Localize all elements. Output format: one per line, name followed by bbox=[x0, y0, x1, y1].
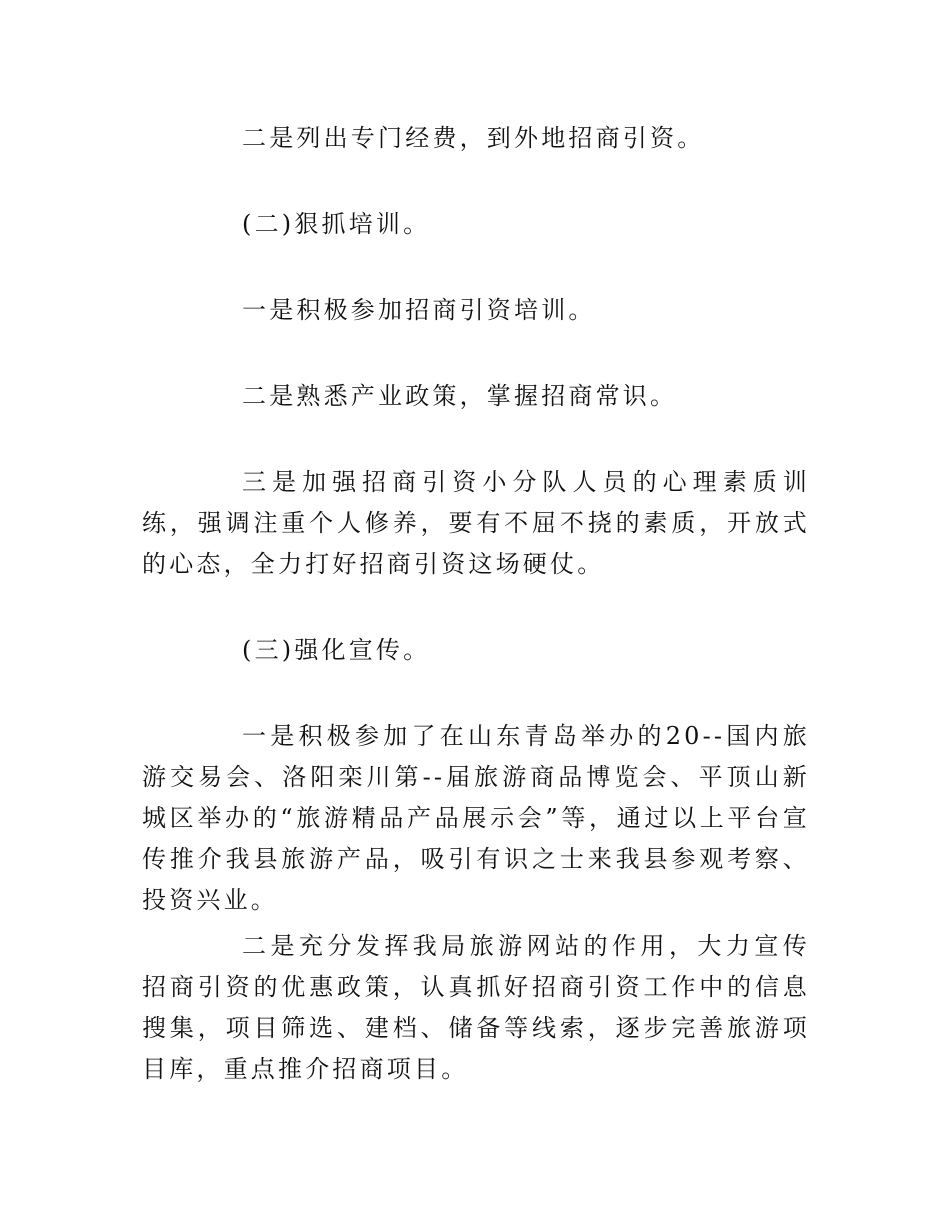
section-heading-publicity: (三)强化宣传。 bbox=[242, 636, 431, 664]
paragraph-training-participation: 一是积极参加招商引资培训。 bbox=[242, 296, 596, 324]
paragraph-tourism-website: 二是充分发挥我局旅游网站的作用，大力宣传招商引资的优惠政策，认真抓好招商引资工作中的信息搜集，项目筛选、建档、储备等线索，逐步完善旅游项目库，重点推介招商项目。 bbox=[142, 932, 810, 1083]
paragraph-team-psychology: 三是加强招商引资小分队人员的心理素质训练，强调注重个人修养，要有不屈不挠的素质，开放式的心态，全力打好招商引资这场硬仗。 bbox=[142, 468, 810, 578]
paragraph-special-funds: 二是列出专门经费，到外地招商引资。 bbox=[242, 124, 705, 152]
paragraph-trade-fairs: 一是积极参加了在山东青岛举办的20--国内旅游交易会、洛阳栾川第--届旅游商品博览会、平顶山新城区举办的“旅游精品产品展示会”等，通过以上平台宣传推介我县旅游产品，吸引有识之士来我县参观考察、投资兴业。 bbox=[142, 722, 810, 914]
section-heading-training: (二)狠抓培训。 bbox=[242, 210, 431, 238]
paragraph-industry-policy: 二是熟悉产业政策，掌握招商常识。 bbox=[242, 382, 678, 410]
